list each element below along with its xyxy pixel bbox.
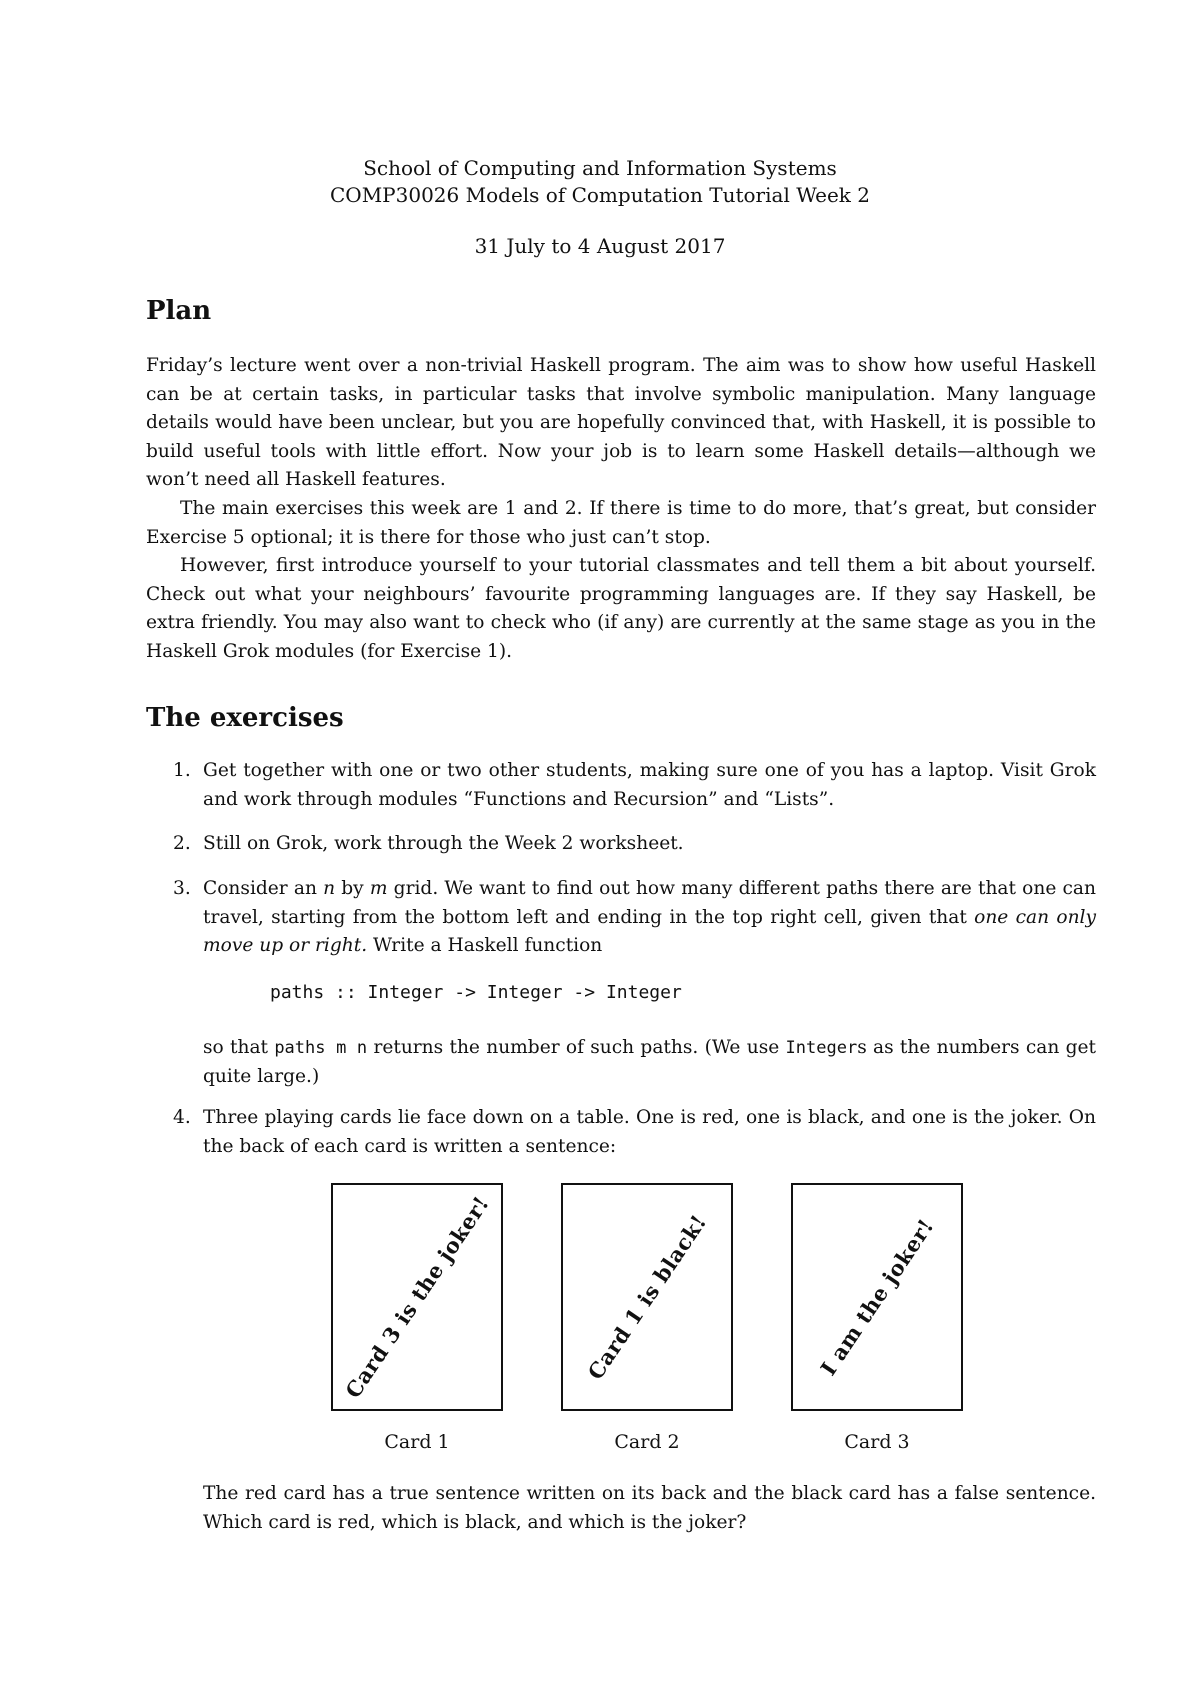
card-sentence: Card 1 is black! [582,1209,712,1385]
playing-card-3 [791,1183,963,1411]
exercise-item-4 [173,1104,1096,1161]
playing-card-1 [331,1183,503,1411]
text-run: returns the number of such paths. (We use [367,1037,786,1058]
school-name [0,154,1200,182]
card-label: Card 3 [844,1431,910,1453]
exercise-text: Three playing cards lie face down on a table. One is red, one is black, and one is the joker. On the back of each card is written a sentence: [203,1107,1096,1157]
card-label: Card 2 [614,1431,680,1453]
exercise-item-3 [173,875,1096,961]
exercise-text: Get together with one or two other students, making sure one of you has a laptop. Visit Grok and work through modules “Functions and Recursion” and “Lists”. [203,760,1096,810]
exercise-number: 4. [173,1107,191,1128]
exercise-item-2 [173,830,1096,859]
exercises-heading: The exercises [146,703,344,733]
inline-code: Integer [785,1038,858,1058]
card-sentence: Card 3 is the joker! [340,1191,494,1403]
text-run: by [335,878,370,899]
exercise-number: 3. [173,878,191,899]
plan-paragraph-3: However, first introduce yourself to your tutorial classmates and tell them a bit about yourself. Check out what your neighbours’ favourite programming languages are. If they say Haskell, be extra friendly. You may also want to check who (if any) are currently at the same stage as you in the Haskell Grok modules (for Exercise 1). [146,555,1096,662]
emphasis-text: one can only move up or right. [203,906,1097,957]
text-run: s as the numbers can get quite large.) [203,1037,1096,1087]
exercise-number: 1. [173,760,191,781]
playing-card-2 [561,1183,733,1411]
exercise-text [203,875,1096,961]
math-variable-m: m [369,878,388,899]
plan-paragraph-2: The main exercises this week are 1 and 2. If there is time to do more, that’s great, but consider Exercise 5 optional; it is there for those who just can’t stop. [146,498,1096,548]
exercise-3-continuation [203,1034,1096,1091]
tutorial-date-text: 31 July to 4 August 2017 [474,234,726,258]
inline-code: paths m n [274,1038,368,1058]
tutorial-date [0,232,1200,260]
exercise-item-1 [173,757,1096,814]
course-title-text: COMP30026 Models of Computation Tutorial Week 2 [330,183,870,207]
plan-heading: Plan [146,296,212,326]
code-signature: paths :: Integer -> Integer -> Integer [270,982,682,1003]
plan-paragraph-1: Friday’s lecture went over a non-trivial Haskell program. The aim was to show how useful Haskell can be at certain tasks, in particular tasks that involve symbolic manipulation. Many language details would have been unclear, but you are hopefully convinced that, with Haskell, it is possible to build useful tools with little effort. Now your job is to learn some Haskell details—although we won’t need all Haskell features. [146,355,1096,491]
text-run: Write a Haskell function [367,935,603,957]
school-name-text: School of Computing and Information Systems [363,156,837,180]
text-run: Consider an [203,878,324,899]
text-run: grid. We want to find out how many different paths there are that one can travel, starting from the bottom left and ending in the top right cell, given that [203,878,1096,928]
exercise-text: Still on Grok, work through the Week 2 worksheet. [203,833,684,854]
course-title [0,181,1200,209]
exercise-4-question: The red card has a true sentence written on its back and the black card has a false sentence. Which card is red, which is black, and which is the joker? [203,1483,1096,1533]
card-label: Card 1 [384,1431,450,1453]
text-run: so that [203,1037,275,1058]
math-variable-n: n [323,878,336,899]
card-sentence: I am the joker! [815,1214,939,1380]
exercise-number: 2. [173,833,191,854]
